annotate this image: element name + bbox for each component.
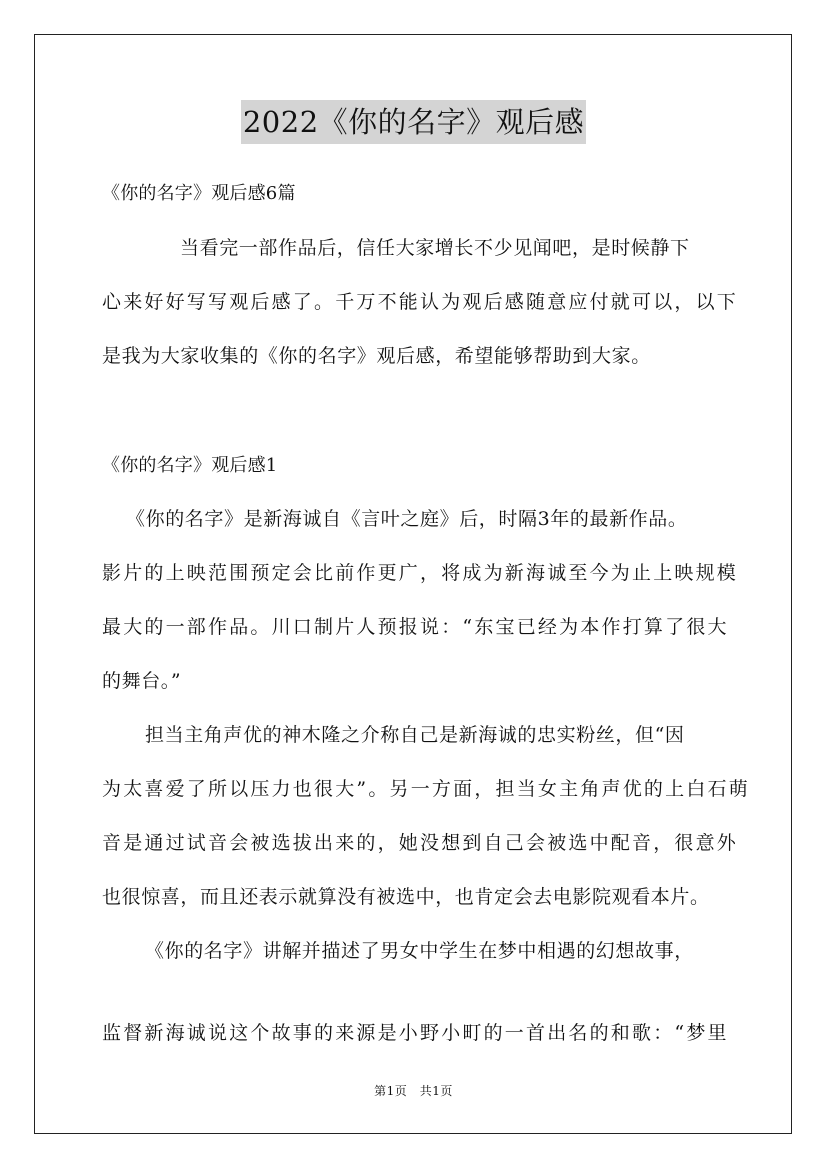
paragraph-1-line-1: 《你的名字》是新海诚自《言叶之庭》后，时隔3年的最新作品。 — [126, 508, 688, 530]
page-number-footer: 第1页 共1页 — [374, 1084, 453, 1098]
paragraph-2-line-1: 担当主角声优的神木隆之介称自己是新海诚的忠实粉丝，但“因 — [145, 724, 685, 746]
title-wrap — [0, 100, 827, 144]
document-title: 2022《你的名字》观后感 — [241, 100, 586, 144]
paragraph-3-line-1: 《你的名字》讲解并描述了男女中学生在梦中相遇的幻想故事， — [145, 940, 694, 962]
section-heading: 《你的名字》观后感1 — [102, 455, 278, 476]
paragraph-2-line-4: 也很惊喜，而且还表示就算没有被选中，也肯定会去电影院观看本片。 — [102, 886, 710, 908]
intro-line-2: 心来好好写写观后感了。千万不能认为观后感随意应付就可以，以下 — [102, 291, 739, 313]
paragraph-1-line-2: 影片的上映范围预定会比前作更广，将成为新海诚至今为止上映规模 — [102, 562, 739, 584]
paragraph-1-line-3: 最大的一部作品。川口制片人预报说：“东宝已经为本作打算了很大 — [102, 616, 729, 638]
paragraph-2-line-3: 音是通过试音会被选拔出来的，她没想到自己会被选中配音，很意外 — [102, 832, 739, 854]
paragraph-1-line-4: 的舞台。” — [102, 670, 182, 692]
intro-line-1: 当看完一部作品后，信任大家增长不少见闻吧，是时候静下 — [180, 237, 690, 259]
intro-line-3: 是我为大家收集的《你的名字》观后感，希望能够帮助到大家。 — [102, 345, 651, 367]
paragraph-3-line-2: 监督新海诚说这个故事的来源是小野小町的一首出名的和歌：“梦里 — [102, 1022, 729, 1044]
paragraph-2-line-2: 为太喜爱了所以压力也很大”。另一方面，担当女主角声优的上白石萌 — [102, 778, 750, 800]
document-subtitle: 《你的名字》观后感6篇 — [102, 183, 296, 204]
